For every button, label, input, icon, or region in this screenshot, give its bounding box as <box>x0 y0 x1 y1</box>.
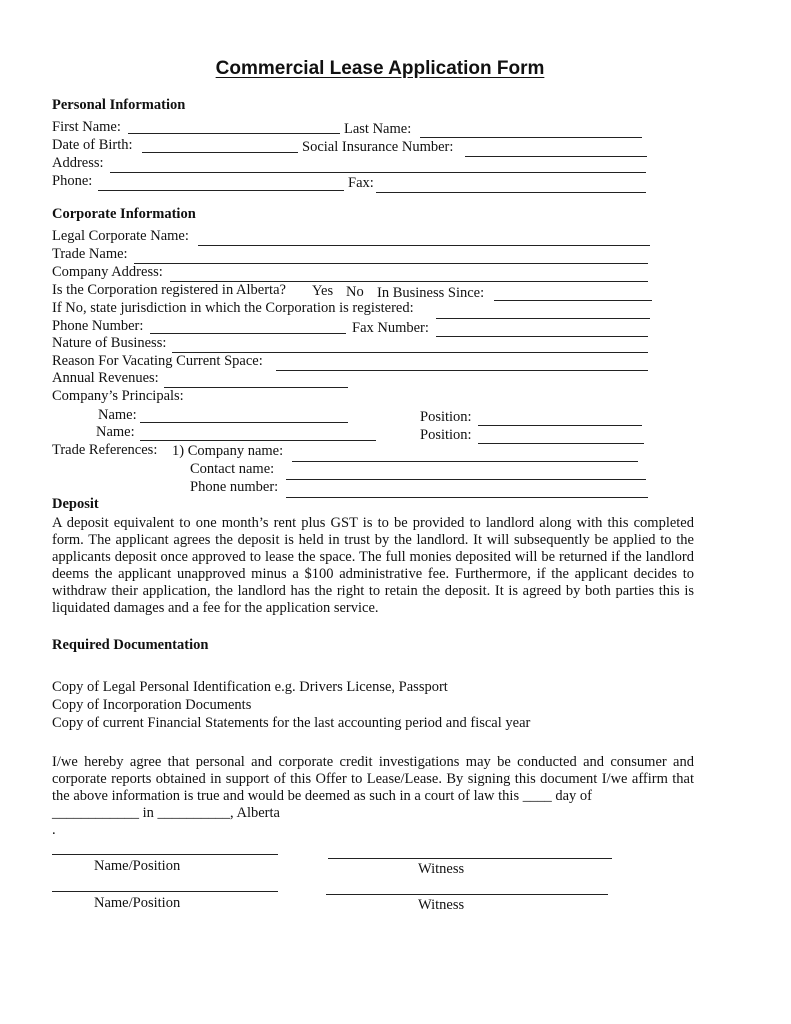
dob-label: Date of Birth: <box>52 137 133 153</box>
jurisdiction-label: If No, state jurisdiction in which the Corporation is registered: <box>52 300 414 316</box>
revenues-field[interactable] <box>164 387 348 388</box>
ref-contact-field[interactable] <box>286 479 646 480</box>
witness-label-1: Witness <box>418 861 465 877</box>
ref-company-label: 1) Company name: <box>172 443 284 459</box>
last-name-label: Last Name: <box>344 121 412 137</box>
phone-label: Phone: <box>52 173 93 189</box>
doc-item-incorporation: Copy of Incorporation Documents <box>52 697 252 713</box>
deposit-heading: Deposit <box>52 496 99 512</box>
form-title: Commercial Lease Application Form <box>215 58 545 79</box>
deposit-text: A deposit equivalent to one month’s rent plus GST is to be provided to landlord along with this completed form. The applicant agrees the deposit is held in trust by the landlord. It will subsequently be applied to the applicants deposit once approved to lease the space. The full monies deposited will be returned if the landlord deems the applicant unapproved minus a $100 administrative fee. Furthermore, if the applicant decides to withdraw their application, the landlord has the right to retain the deposit. It is agreed by both parties this is liquidated damages and a fee for the application service. <box>52 515 694 616</box>
agreement-last-line: ____________ in __________, Alberta <box>52 805 280 821</box>
jurisdiction-field[interactable] <box>436 318 650 319</box>
principal-position-2-field[interactable] <box>478 443 644 444</box>
principal-position-1-field[interactable] <box>478 425 642 426</box>
fax-number-label: Fax Number: <box>352 320 429 336</box>
legal-name-label: Legal Corporate Name: <box>52 228 189 244</box>
in-business-label: In Business Since: <box>377 285 485 301</box>
reason-label: Reason For Vacating Current Space: <box>52 353 263 369</box>
company-address-label: Company Address: <box>52 264 163 280</box>
sin-label: Social Insurance Number: <box>302 139 454 155</box>
ref-phone-label: Phone number: <box>190 479 279 495</box>
principal-name-1-label: Name: <box>98 407 137 423</box>
ref-contact-label: Contact name: <box>190 461 275 477</box>
registered-yes[interactable]: Yes <box>312 283 334 299</box>
phone-field[interactable] <box>98 190 344 191</box>
trade-name-field[interactable] <box>134 263 648 264</box>
fax-label: Fax: <box>348 175 374 191</box>
fax-field[interactable] <box>376 192 646 193</box>
corporate-heading: Corporate Information <box>52 206 196 222</box>
trade-name-label: Trade Name: <box>52 246 128 262</box>
principal-position-2-label: Position: <box>420 427 472 443</box>
agreement-dot: . <box>52 822 56 838</box>
name-position-label-1: Name/Position <box>94 858 181 874</box>
registered-question: Is the Corporation registered in Alberta? <box>52 282 286 298</box>
documentation-heading: Required Documentation <box>52 637 209 653</box>
agreement-text: I/we hereby agree that personal and corporate credit investigations may be conducted and consumer and corporate reports obtained in support of this Offer to Lease/Lease. By signing this document I/we affirm that the above information is true and would be deemed as such in a court of law this ____ day of <box>52 754 694 804</box>
name-position-label-2: Name/Position <box>94 895 181 911</box>
first-name-label: First Name: <box>52 119 121 135</box>
fax-number-field[interactable] <box>436 336 648 337</box>
reason-field[interactable] <box>276 370 648 371</box>
principal-position-1-label: Position: <box>420 409 472 425</box>
sin-field[interactable] <box>465 156 647 157</box>
personal-heading: Personal Information <box>52 97 186 113</box>
ref-phone-field[interactable] <box>286 497 648 498</box>
address-field[interactable] <box>110 172 646 173</box>
signature-line-2[interactable] <box>52 891 278 892</box>
principals-label: Company’s Principals: <box>52 388 184 404</box>
first-name-field[interactable] <box>128 133 340 134</box>
principal-name-1-field[interactable] <box>140 422 348 423</box>
doc-item-financial: Copy of current Financial Statements for the last accounting period and fiscal year <box>52 715 531 731</box>
doc-item-identification: Copy of Legal Personal Identification e.g. Drivers License, Passport <box>52 679 448 695</box>
witness-line-1[interactable] <box>328 858 612 859</box>
phone-number-label: Phone Number: <box>52 318 144 334</box>
ref-company-field[interactable] <box>292 461 638 462</box>
last-name-field[interactable] <box>420 137 642 138</box>
in-business-field[interactable] <box>494 300 652 301</box>
principal-name-2-label: Name: <box>96 424 135 440</box>
principal-name-2-field[interactable] <box>140 440 376 441</box>
address-label: Address: <box>52 155 104 171</box>
witness-line-2[interactable] <box>326 894 608 895</box>
revenues-label: Annual Revenues: <box>52 370 159 386</box>
legal-name-field[interactable] <box>198 245 650 246</box>
registered-no[interactable]: No <box>346 284 364 300</box>
dob-field[interactable] <box>142 152 298 153</box>
phone-number-field[interactable] <box>150 333 346 334</box>
trade-references-label: Trade References: <box>52 442 158 458</box>
nature-label: Nature of Business: <box>52 335 167 351</box>
signature-line-1[interactable] <box>52 854 278 855</box>
witness-label-2: Witness <box>418 897 465 913</box>
